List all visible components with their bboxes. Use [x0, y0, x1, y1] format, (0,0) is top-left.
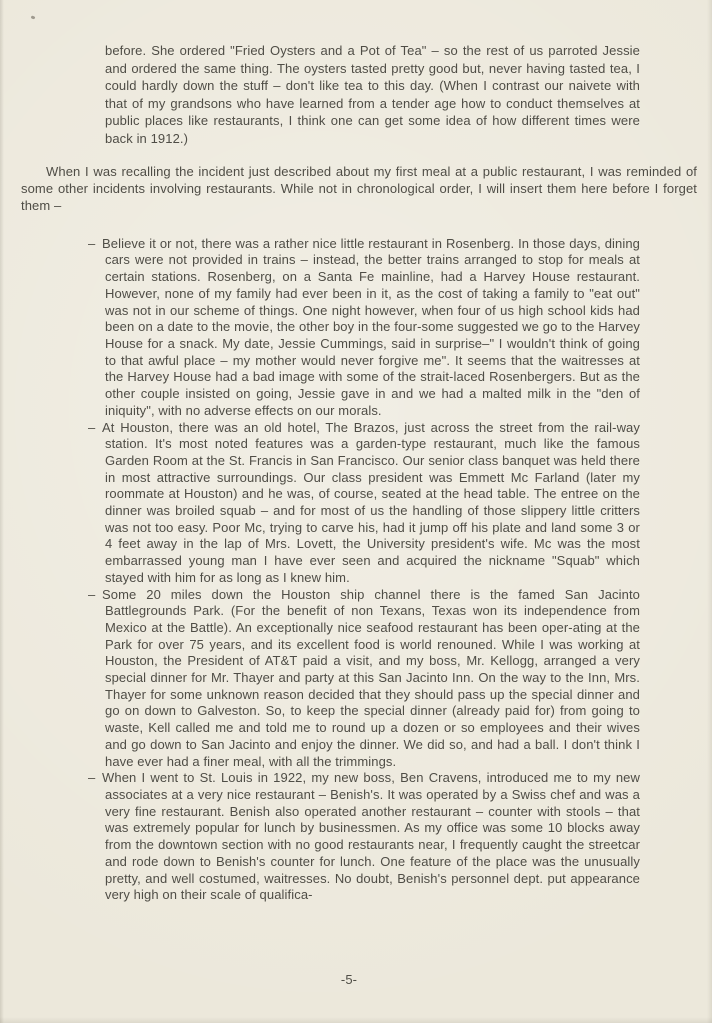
- list-item-text: When I went to St. Louis in 1922, my new boss, Ben Cravens, introduced me to my new associates at a very nice restaurant – Benish's. It was operated by a Swiss chef and was a very fine restaurant. Benish also operated another restaurant – counter with stools – that was extremely popular for lunch by businessmen. As my office was some 10 blocks away from the downtown section with no good restaurants near, I frequently caught the streetcar and rode down to Benish's counter for lunch. One feature of the place was the unusually pretty, and well costumed, waitresses. No doubt, Benish's personnel dept. put appearance very high on their scale of qualifica-: [102, 770, 640, 903]
- bullet-dash: –: [88, 586, 96, 602]
- recalling-incident-paragraph: When I was recalling the incident just described about my first meal at a public restaurant, I was reminded of some other incidents involving restaurants. While not in chronological order, I will insert them here before I forget them –: [21, 163, 697, 214]
- list-item-text: At Houston, there was an old hotel, The Brazos, just across the street from the rail-way station. It's most noted features was a garden-type restaurant, much like the famous Garden Room at the St. Francis in San Francisco. Our senior class banquet was held there in most attractive surroundings. Our class president was Emmett Mc Farland (later my roommate at Houston) and he was, of course, seated at the head table. The entree on the dinner was broiled squab – and for most of us the handling of those slippery little critters was not too easy. Poor Mc, trying to carve his, had it jump off his plate and land some 3 or 4 feet away in the lap of Mrs. Lovett, the University president's wife. Mc was the most embarrassed young man I have ever seen and acquired the nickname "Squab" which stayed with him for as long as I knew him.: [102, 419, 640, 585]
- list-item-text: Some 20 miles down the Houston ship channel there is the famed San Jacinto Battlegrounds Park. (For the benefit of non Texans, Texas won its independence from Mexico at the Battle). An exceptionally nice seafood restaurant has been oper-ating at the Park for over 75 years, and its excellent food is world renouned. While I was working at Houston, the President of AT&T paid a visit, and my boss, Mr. Kellogg, arranged a very special dinner for Mr. Thayer and party at this San Jacinto Inn. On the way to the Inn, Mrs. Thayer for some unknown reason decided that they should pass up the special dinner and go on down to Galveston. So, to keep the special dinner (already paid for) from going to waste, Kell called me and told me to round up a dozen or so employees and their wives and go down to San Jacinto and enjoy the dinner. We did so, and had a ball. I don't think I have ever had a finer meal, with all the trimmings.: [102, 586, 640, 769]
- list-item-text: Believe it or not, there was a rather nice little restaurant in Rosenberg. In those days, dining cars were not provided in trains – instead, the better trains arranged to stop for meals at certain stations. Rosenberg, on a Santa Fe mainline, had a Harvey House restaurant. However, none of my family had ever been in it, as the cost of taking a family to "eat out" was not in our scheme of things. One night however, when four of us high school kids had been on a date to the movie, the other boy in the four-some suggested we go to the Harvey House for a snack. My date, Jessie Cummings, said in surprise–" I wouldn't think of going to that awful place – my mother would never forgive me". It seems that the waitresses at the Harvey House had a bad image with some of the strait-laced Rosenbergers. But as the other couple insisted on going, Jessie gave in and we had a malted milk in the "den of iniquity", with no adverse effects on our morals.: [102, 235, 640, 418]
- bullet-dash: –: [88, 235, 96, 251]
- bullet-dash: –: [88, 419, 96, 435]
- intro-continuation-paragraph: before. She ordered "Fried Oysters and a Pot of Tea" – so the rest of us parroted Jessie and ordered the same thing. The oysters tasted pretty good but, never having tasted tea, I could hardly down the stuff – don't like tea to this day. (When I contrast our naivete with that of my grandsons who have learned from a tender age how to conduct themselves at public places like restaurants, I think one can get some idea of how different times were back in 1912.): [105, 43, 640, 146]
- list-item-rosenberg-harvey-house: [88, 236, 640, 420]
- restaurant-incidents-list: [88, 236, 640, 904]
- page-number: -5-: [340, 972, 358, 987]
- list-item-benishs-st-louis: [88, 770, 640, 904]
- list-item-san-jacinto-inn: [88, 587, 640, 771]
- list-item-brazos-hotel-squab: [88, 420, 640, 587]
- bullet-dash: –: [88, 770, 96, 786]
- paper-speck: [31, 15, 36, 19]
